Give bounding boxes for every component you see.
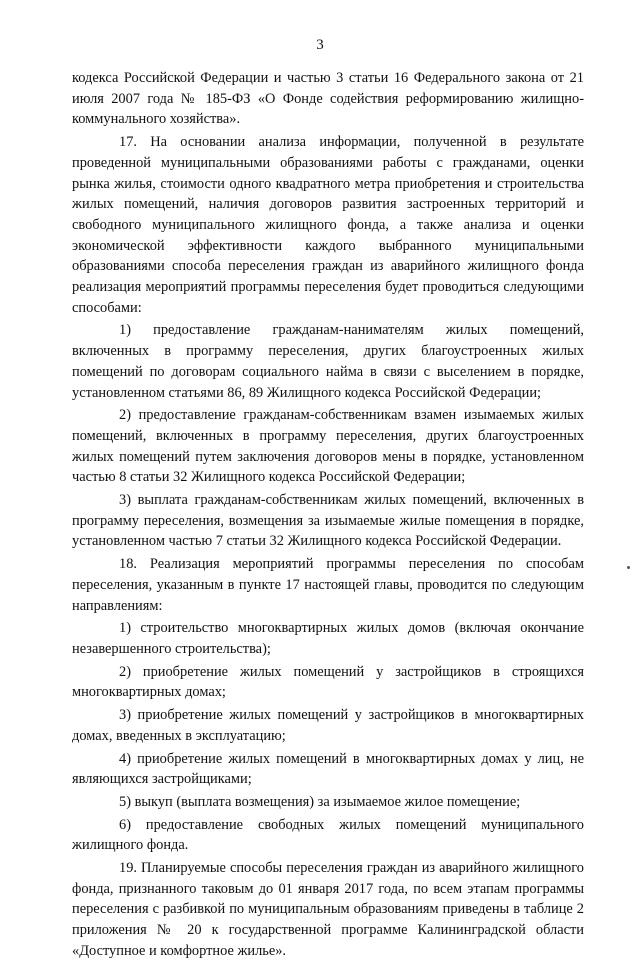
list-item-17-2: 2) предоставление гражданам-собственникам взамен изымаемых жилых помещений, включенных в программу переселения, других благоустроенных жилых помещений путем заключения договоров мены в порядке, установленном частью 8 статьи 32 Жилищного кодекса Российской Федерации; — [72, 407, 584, 486]
list-item-17-3: 3) выплата гражданам-собственникам жилых помещений, включенных в программу переселения, возмещения за изымаемые жилые помещения в порядке, установленном частью 7 статьи 32 Жилищного кодекса Российской Федерации. — [72, 492, 584, 550]
paragraph-19: 19. Планируемые способы переселения граждан из аварийного жилищного фонда, признанного таковым до 01 января 2017 года, по всем этапам программы переселения с разбивкой по муниципальным образованиям приведены в таблице 2 приложения № 20 к государственной программе Калининградской области «Доступное и комфортное жилье». — [72, 860, 584, 959]
document-body — [72, 68, 584, 962]
page-number: 3 — [316, 37, 324, 53]
list-item-18-3: 3) приобретение жилых помещений у застройщиков в многоквартирных домах, введенных в эксплуатацию; — [72, 707, 584, 744]
list-item-18-4: 4) приобретение жилых помещений в многоквартирных домах у лиц, не являющихся застройщиками; — [72, 750, 584, 788]
list-item-18-2: 2) приобретение жилых помещений у застройщиков в строящихся многоквартирных домах; — [72, 663, 584, 701]
paragraph-17: 17. На основании анализа информации, полученной в результате проведенной муниципальными образованиями работы с гражданами, оценки рынка жилья, стоимости одного квадратного метра приобретения и строительства жилых помещений, наличия договоров развития застроенных территорий и свободного муниципального жилищного фонда, а также анализа и оценки экономической эффективности каждого выбранного муниципальными образованиями способа переселения граждан из аварийного жилищного фонда реализация мероприятий программы переселения будет проводиться следующими способами: — [72, 134, 584, 316]
list-item-17-1: 1) предоставление гражданам-нанимателям жилых помещений, включенных в программу переселения, других благоустроенных жилых помещений по договорам социального найма в связи с выселением в порядке, установленном статьями 86, 89 Жилищного кодекса Российской Федерации; — [72, 322, 584, 401]
list-item-18-5: 5) выкуп (выплата возмещения) за изымаемое жилое помещение; — [119, 793, 521, 810]
list-item-18-1: 1) строительство многоквартирных жилых домов (включая окончание незавершенного строительства); — [72, 620, 584, 657]
scan-speck — [627, 566, 630, 569]
list-item-18-6: 6) предоставление свободных жилых помещений муниципального жилищного фонда. — [72, 816, 584, 854]
paragraph-continuation: кодекса Российской Федерации и частью 3 статьи 16 Федерального закона от 21 июля 2007 года № 185-ФЗ «О Фонде содействия реформированию жилищно-коммунального хозяйства». — [72, 70, 584, 128]
paragraph-18: 18. Реализация мероприятий программы переселения по способам переселения, указанным в пункте 17 настоящей главы, проводится по следующим направлениям: — [72, 556, 584, 614]
